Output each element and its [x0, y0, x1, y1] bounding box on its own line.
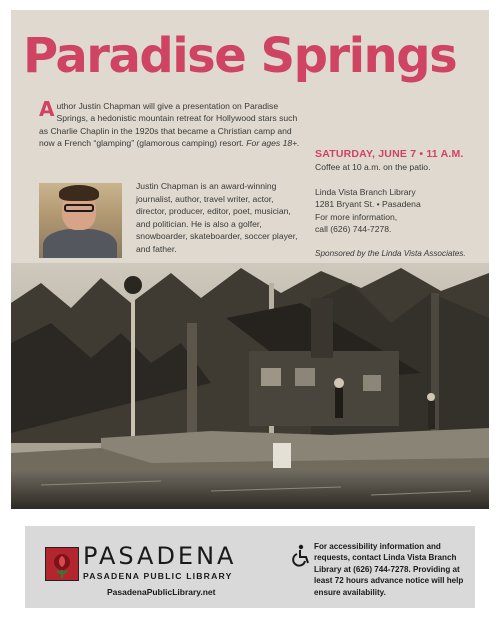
event-date-time: SATURDAY, JUNE 7 • 11 A.M. — [315, 148, 464, 160]
intro-text: uthor Justin Chapman will give a presentation on Paradise Springs, a hedonistic mountain retreat for Hollywood stars such as Charlie Chaplin in the 1920s that became a Christian camp and now a French “glamping” (glamorous camping) resort. — [39, 101, 298, 149]
rose-logo-icon — [45, 547, 79, 581]
author-glasses — [64, 204, 94, 212]
venue-line: Linda Vista Branch Library — [315, 187, 416, 197]
flyer-header-panel — [11, 10, 489, 263]
coffee-note: Coffee at 10 a.m. on the patio. — [315, 162, 431, 172]
flyer-title: Paradise Springs — [23, 28, 457, 84]
author-shirt — [43, 229, 117, 258]
rose-logo-svg — [46, 548, 78, 580]
sponsor-note: Sponsored by the Linda Vista Associates. — [315, 249, 466, 258]
cabin-photo-illustration — [11, 263, 489, 509]
library-footer — [25, 526, 475, 608]
library-logo-name: PASADENA — [83, 542, 237, 570]
age-note: For ages 18+. — [246, 138, 300, 149]
intro-paragraph — [39, 97, 304, 150]
venue-line: 1281 Bryant St. • Pasadena — [315, 199, 421, 210]
venue-line: call (626) 744-7278. — [315, 224, 392, 235]
venue-line: For more information, — [315, 211, 398, 222]
accessibility-notice: For accessibility information and requests, contact Linda Vista Branch Library at (626) 744-7278. Providing at least 72 hours advance notice will help ensure availability. — [314, 542, 464, 597]
library-website-link[interactable]: PasadenaPublicLibrary.net — [107, 587, 216, 597]
wheelchair-accessibility-icon — [291, 544, 311, 568]
author-hair — [59, 185, 99, 201]
author-bio: Justin Chapman is an award-winning journalist, author, travel writer, actor, director, producer, editor, poet, musician, and politician. He is also a golfer, snowboarder, skateboarder, soccer player, and father. — [136, 181, 298, 254]
author-photo — [39, 183, 122, 258]
venue-info — [315, 186, 421, 236]
historic-cabin-photo — [11, 263, 489, 509]
drop-cap: A — [39, 97, 55, 121]
library-logo-subtitle: PASADENA PUBLIC LIBRARY — [83, 571, 233, 581]
